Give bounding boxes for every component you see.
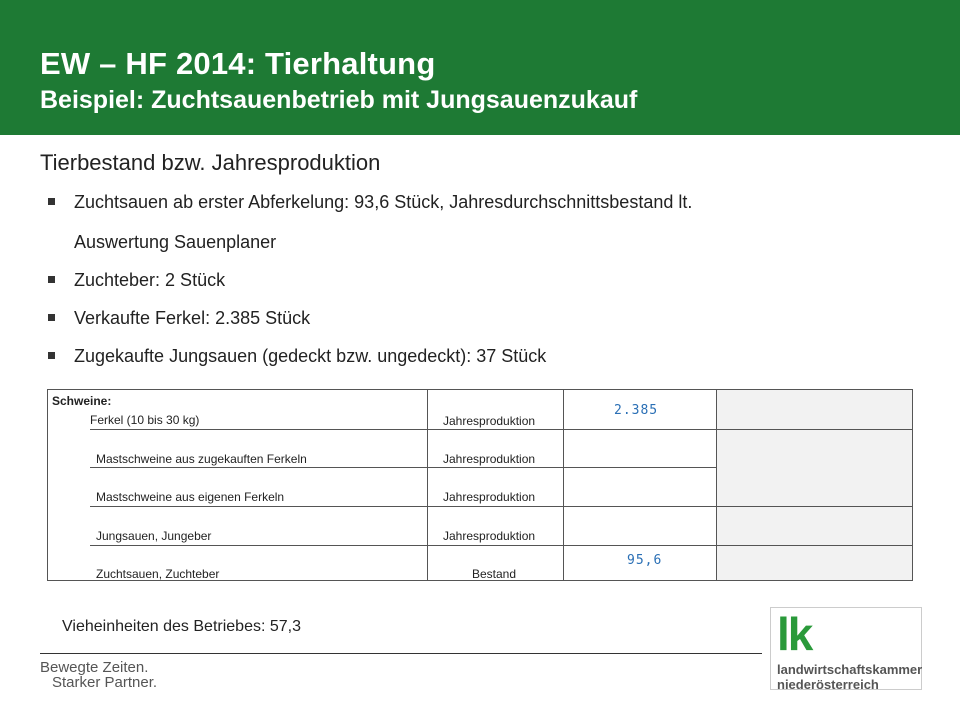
bullet-square-icon: [48, 198, 55, 205]
form-row-type: Jahresproduktion: [443, 452, 536, 466]
lk-logo-text: landwirtschaftskammer: [777, 662, 923, 677]
bullet-text: Verkaufte Ferkel: 2.385 Stück: [74, 308, 311, 328]
form-row-line: [716, 429, 912, 430]
form-heading: Schweine:: [52, 394, 112, 408]
form-divider: [563, 390, 564, 580]
title-banner: [0, 0, 960, 135]
form-row-line: [90, 506, 716, 507]
bullet-text: Zuchtsauen ab erster Abferkelung: 93,6 Stück, Jahresdurchschnittsbestand lt.: [74, 192, 693, 212]
form-divider: [716, 390, 717, 580]
form-row-line: [90, 467, 563, 468]
bullet-text: Auswertung Sauenplaner: [74, 232, 277, 252]
form-row-value[interactable]: 95,6: [627, 553, 663, 568]
slide-title: EW – HF 2014: Tierhaltung: [40, 46, 436, 81]
footer-divider: [40, 653, 762, 654]
lk-logo: [770, 607, 922, 690]
bullet-square-icon: [48, 276, 55, 283]
form-row-type: Bestand: [472, 567, 517, 581]
bullet-text: Zugekaufte Jungsauen (gedeckt bzw. ungedeckt): 37 Stück: [74, 346, 547, 366]
slide-subtitle: Beispiel: Zuchtsauenbetrieb mit Jungsauenzukauf: [40, 86, 638, 114]
bullet-square-icon: [48, 352, 55, 359]
form-row-line: [90, 429, 716, 430]
section-title: Tierbestand bzw. Jahresproduktion: [40, 150, 381, 175]
lk-logo-text: niederösterreich: [777, 677, 879, 692]
lk-logo-mark: lk: [777, 608, 812, 660]
form-row-line: [563, 467, 716, 468]
form-row-label: Ferkel (10 bis 30 kg): [90, 413, 200, 427]
form-row-line: [716, 506, 912, 507]
form-row-type: Jahresproduktion: [443, 490, 536, 504]
form-row-label: Mastschweine aus zugekauften Ferkeln: [96, 452, 307, 466]
slogan: [40, 660, 168, 692]
form-row-label: Zuchtsauen, Zuchteber: [96, 567, 220, 581]
form-row-line: [716, 545, 912, 546]
slogan-line: Bewegte Zeiten.: [40, 659, 149, 676]
form-row-label: Jungsauen, Jungeber: [96, 529, 212, 543]
form-row-type: Jahresproduktion: [443, 414, 536, 428]
form-row-line: [90, 545, 716, 546]
form-row-value[interactable]: 2.385: [614, 403, 659, 418]
form-row-type: Jahresproduktion: [443, 529, 536, 543]
form-divider: [427, 390, 428, 580]
form-row-label: Mastschweine aus eigenen Ferkeln: [96, 490, 285, 504]
slogan-line: Starker Partner.: [52, 674, 158, 691]
bullet-square-icon: [48, 314, 55, 321]
livestock-units-note: Vieheinheiten des Betriebes: 57,3: [62, 618, 301, 635]
bullet-text: Zuchteber: 2 Stück: [74, 270, 226, 290]
